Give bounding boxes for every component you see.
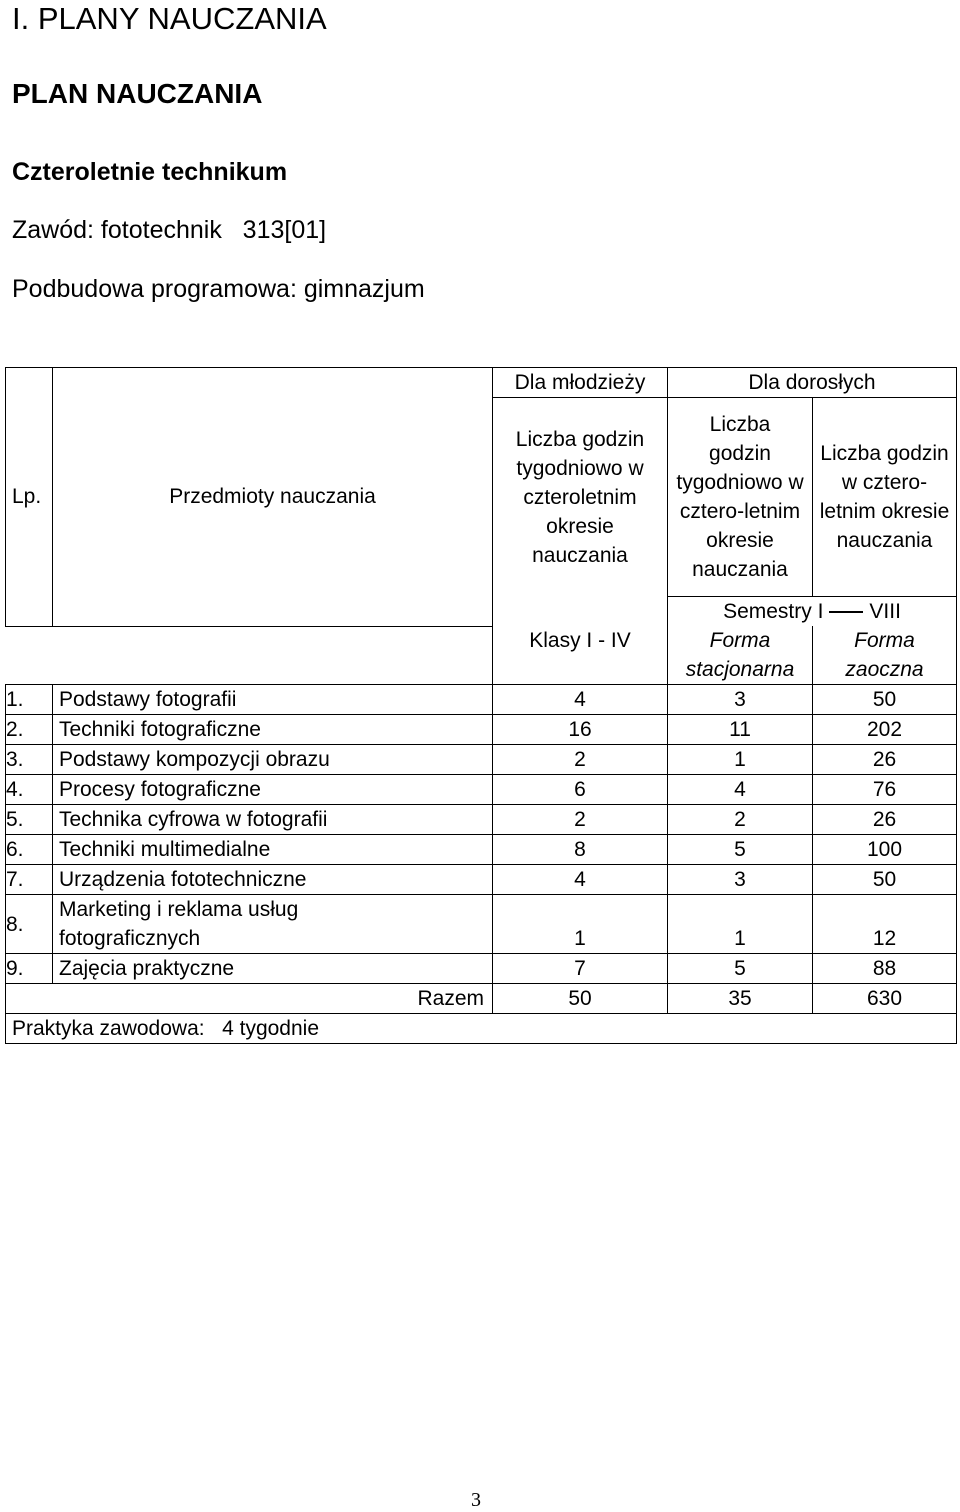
row-subject: Podstawy fotografii	[53, 685, 493, 715]
row-stationary: 5	[668, 954, 813, 984]
total-stationary: 35	[668, 984, 813, 1014]
row-stationary: 4	[668, 775, 813, 805]
profession-line: Zawód: fototechnik 313[01]	[12, 216, 327, 244]
row-lp: 5.	[6, 805, 53, 835]
form-extramural-header	[813, 626, 957, 685]
section-heading: I. PLANY NAUCZANIA	[12, 1, 327, 36]
row-extramural: 12	[813, 895, 957, 954]
table-row	[6, 715, 957, 745]
practice-text: Praktyka zawodowa: 4 tygodnie	[6, 1014, 957, 1044]
row-lp: 3.	[6, 745, 53, 775]
table-row	[6, 805, 957, 835]
row-stationary: 1	[668, 895, 813, 954]
row-stationary: 3	[668, 865, 813, 895]
row-extramural: 100	[813, 835, 957, 865]
row-subject: Zajęcia praktyczne	[53, 954, 493, 984]
table-row	[6, 865, 957, 895]
table-row	[6, 775, 957, 805]
row-lp: 8.	[6, 895, 53, 954]
youth-hours-header: Liczba godzin tygodniowo w czteroletnim okresie nauczania	[493, 398, 668, 597]
row-subject-line1: Marketing i reklama usług	[59, 898, 299, 921]
row-lp: 6.	[6, 835, 53, 865]
row-youth: 16	[493, 715, 668, 745]
form-stationary-line1: Forma	[709, 629, 771, 652]
table-row	[6, 745, 957, 775]
row-extramural: 50	[813, 685, 957, 715]
dash-line	[829, 611, 863, 613]
row-extramural: 26	[813, 745, 957, 775]
practice-row	[6, 1014, 957, 1044]
row-lp: 7.	[6, 865, 53, 895]
subjects-header: Przedmioty nauczania	[53, 368, 493, 627]
blank-cell	[6, 626, 493, 685]
row-subject-line2: fotograficznych	[59, 927, 201, 950]
row-extramural: 76	[813, 775, 957, 805]
plan-title: PLAN NAUCZANIA	[12, 78, 263, 109]
row-youth: 2	[493, 745, 668, 775]
adults-group-header: Dla dorosłych	[668, 368, 957, 398]
lp-header: Lp.	[6, 368, 53, 627]
row-subject	[53, 895, 493, 954]
row-extramural: 26	[813, 805, 957, 835]
row-stationary: 5	[668, 835, 813, 865]
classes-header: Klasy I - IV	[493, 597, 668, 685]
row-youth: 8	[493, 835, 668, 865]
form-extramural-line2: zaoczna	[845, 658, 924, 681]
form-stationary-line2: stacjonarna	[685, 658, 795, 681]
row-subject: Procesy fotograficzne	[53, 775, 493, 805]
row-youth: 1	[493, 895, 668, 954]
table-row	[6, 954, 957, 984]
row-lp: 2.	[6, 715, 53, 745]
row-subject: Podstawy kompozycji obrazu	[53, 745, 493, 775]
form-extramural-line1: Forma	[854, 629, 915, 652]
total-row	[6, 984, 957, 1014]
curriculum-table	[5, 367, 957, 1044]
semesters-header	[668, 597, 957, 627]
basis-line: Podbudowa programowa: gimnazjum	[12, 275, 425, 303]
row-youth: 4	[493, 865, 668, 895]
row-youth: 2	[493, 805, 668, 835]
row-stationary: 11	[668, 715, 813, 745]
row-lp: 4.	[6, 775, 53, 805]
row-youth: 7	[493, 954, 668, 984]
row-youth: 4	[493, 685, 668, 715]
youth-group-header: Dla młodzieży	[493, 368, 668, 398]
row-lp: 1.	[6, 685, 53, 715]
row-stationary: 3	[668, 685, 813, 715]
row-subject: Technika cyfrowa w fotografii	[53, 805, 493, 835]
total-extramural: 630	[813, 984, 957, 1014]
semesters-end: VIII	[869, 600, 901, 623]
row-subject: Techniki fotograficzne	[53, 715, 493, 745]
row-extramural: 202	[813, 715, 957, 745]
row-extramural: 88	[813, 954, 957, 984]
table-row	[6, 835, 957, 865]
semesters-label: Semestry I	[723, 600, 824, 623]
table-row	[6, 685, 957, 715]
row-stationary: 1	[668, 745, 813, 775]
adult-total-hours-header: Liczba godzin w cztero-letnim okresie nauczania	[813, 398, 957, 597]
row-subject: Urządzenia fototechniczne	[53, 865, 493, 895]
row-youth: 6	[493, 775, 668, 805]
page-number: 3	[471, 1489, 481, 1511]
form-stationary-header	[668, 626, 813, 685]
total-label: Razem	[6, 984, 493, 1014]
row-extramural: 50	[813, 865, 957, 895]
row-stationary: 2	[668, 805, 813, 835]
table-row	[6, 895, 957, 954]
row-subject: Techniki multimedialne	[53, 835, 493, 865]
adult-weekly-hours-header: Liczba godzin tygodniowo w cztero-letnim okresie nauczania	[668, 398, 813, 597]
school-type: Czteroletnie technikum	[12, 158, 288, 186]
total-youth: 50	[493, 984, 668, 1014]
row-lp: 9.	[6, 954, 53, 984]
